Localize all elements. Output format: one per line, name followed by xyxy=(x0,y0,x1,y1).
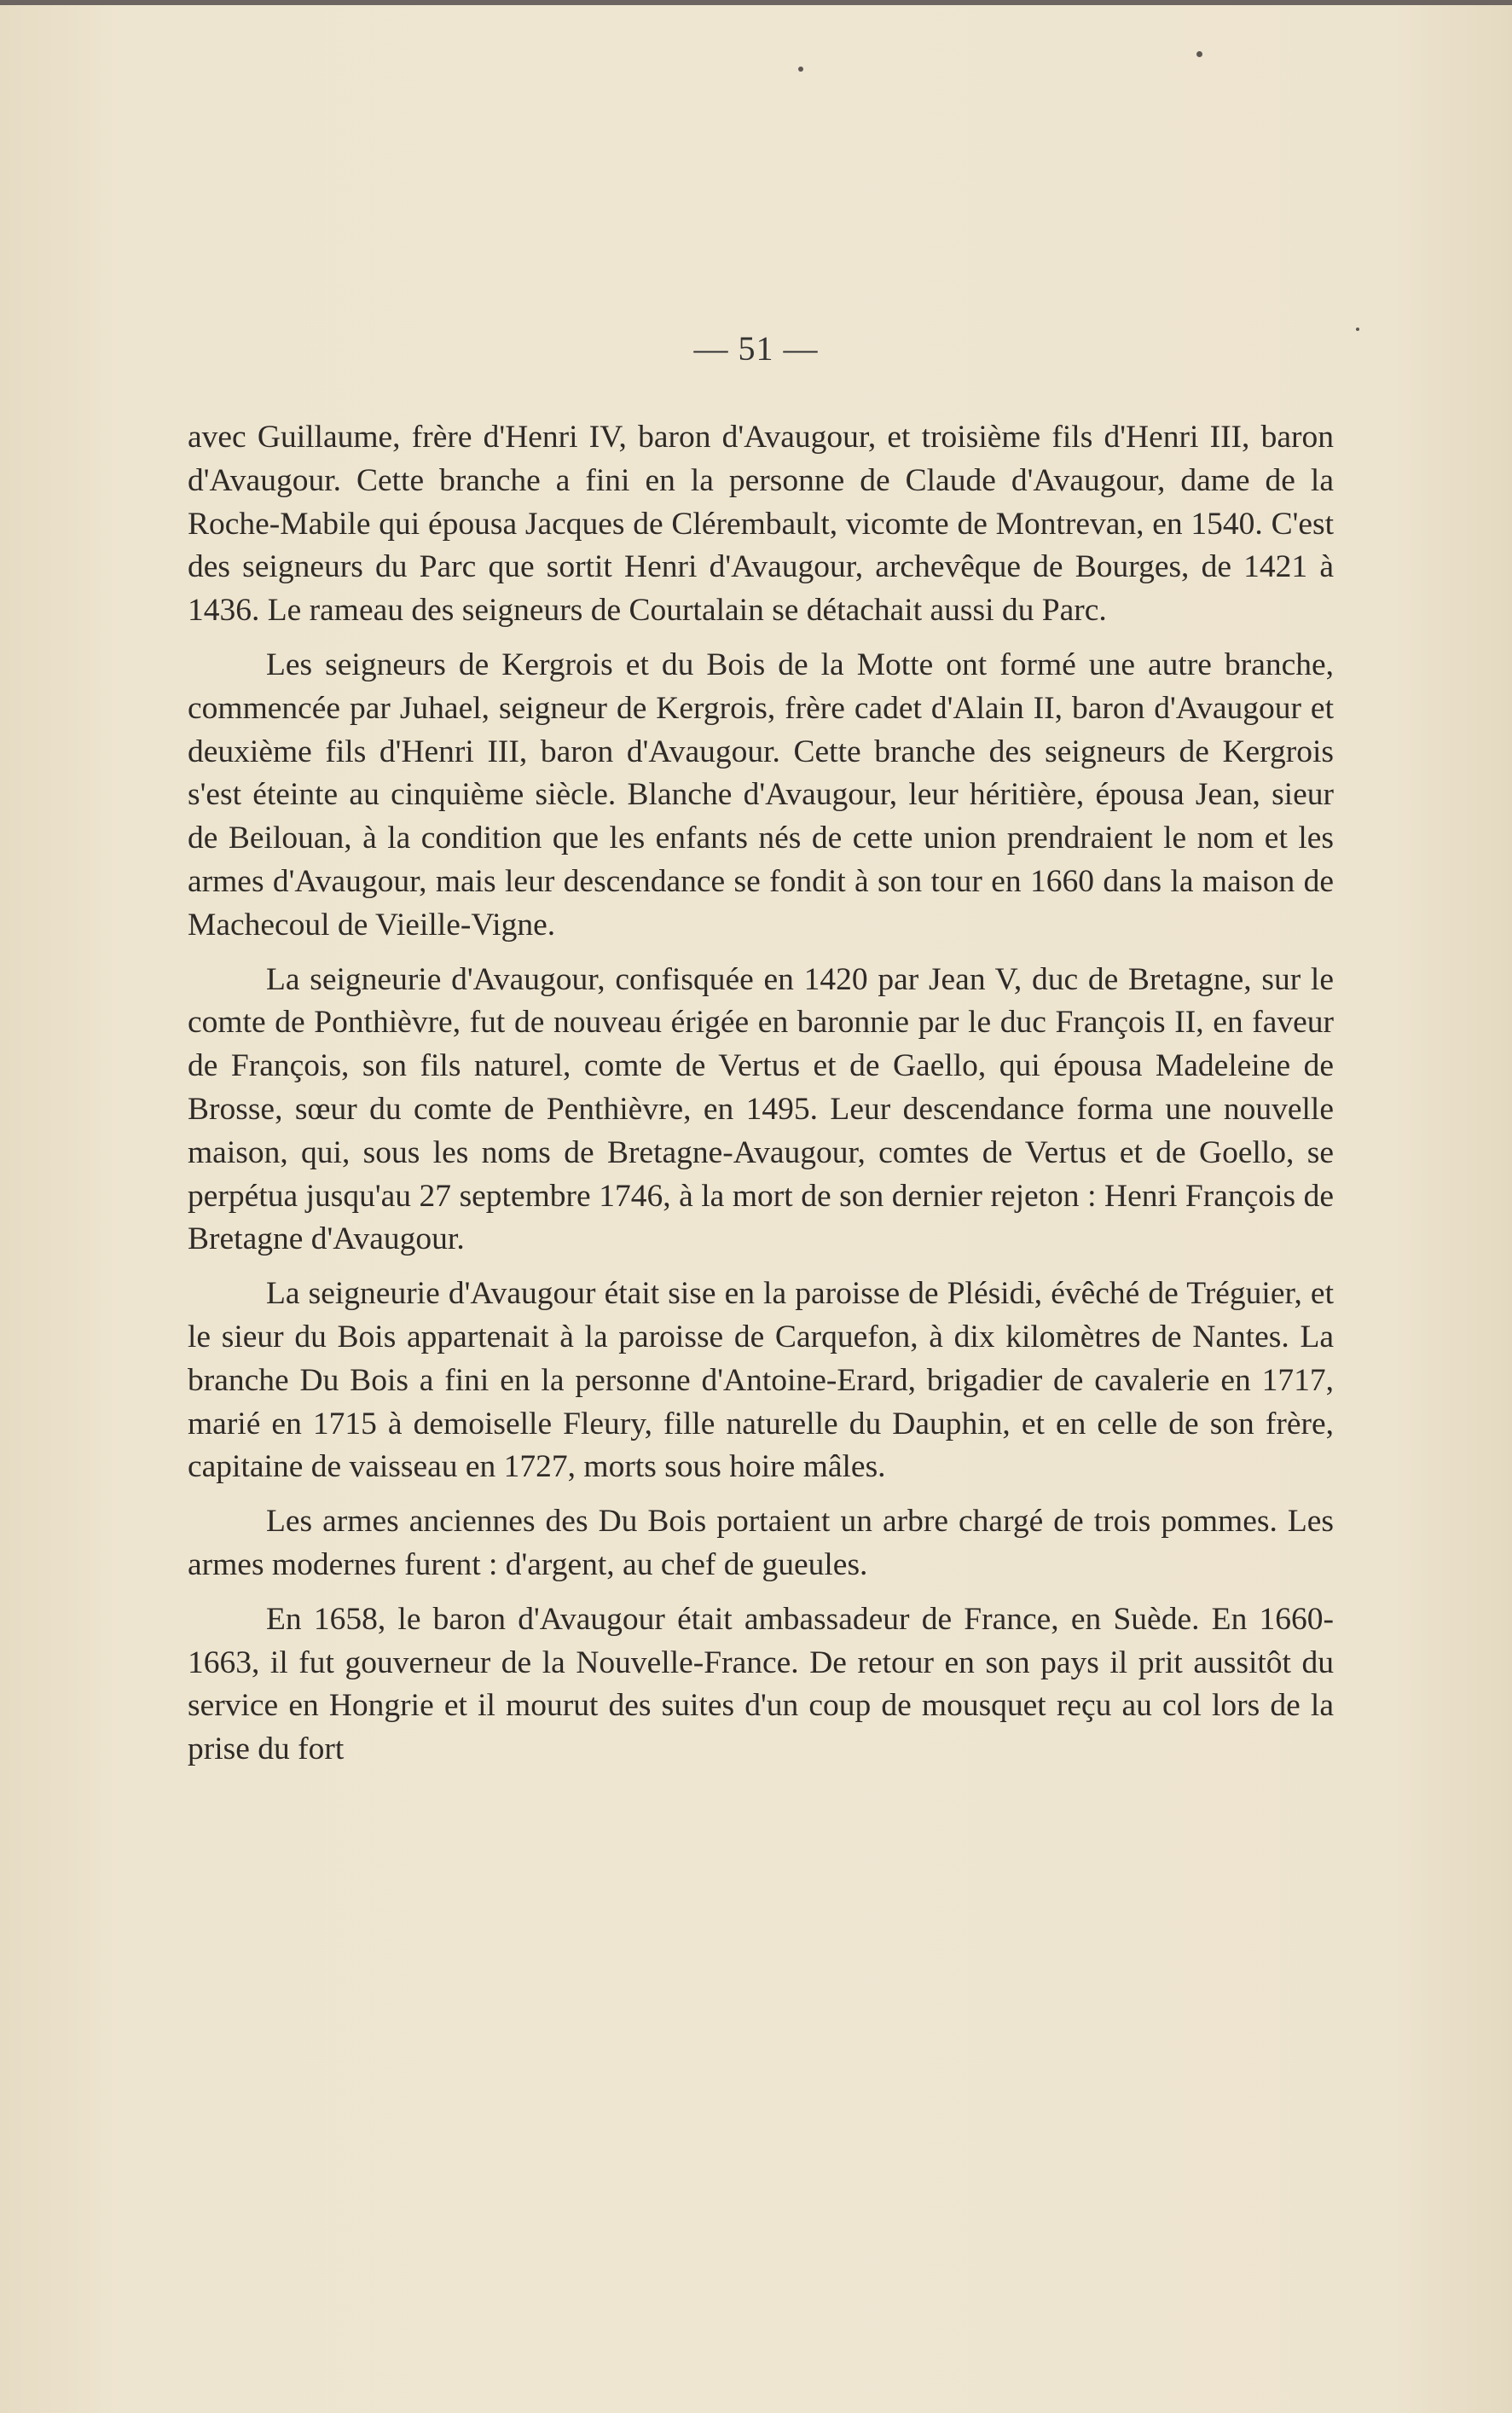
page-number: — 51 — xyxy=(693,329,819,368)
paragraph: avec Guillaume, frère d'Henri IV, baron d'Avaugour, et troisième fils d'Henri III, baron d'Avaugour. Cette branche a fini en la personne de Claude d'Avaugour, dame de la Roche-Mabile qui épousa Jacques de Clérembault, vicomte de Montrevan, en 1540. C'est des seigneurs du Parc que sortit Henri d'Avaugour, archevêque de Bourges, de 1421 à 1436. Le rameau des seigneurs de Courtalain se détachait aussi du Parc. xyxy=(188,420,1334,629)
paragraph: En 1658, le baron d'Avaugour était ambassadeur de France, en Suède. En 1660-1663, il fut gouverneur de la Nouvelle-France. De retour en son pays il prit aussitôt du service en Hongrie et il mourut des suites d'un coup de mousquet reçu au col lors de la prise du fort xyxy=(188,1601,1334,1767)
page-top-edge xyxy=(0,0,1512,5)
paragraph: Les armes anciennes des Du Bois portaient un arbre chargé de trois pommes. Les armes modernes furent : d'argent, au chef de gueules. xyxy=(188,1504,1334,1582)
body-text xyxy=(188,416,1334,1772)
ink-speck xyxy=(798,67,803,72)
paragraph: La seigneurie d'Avaugour, confisquée en 1420 par Jean V, duc de Bretagne, sur le comte de Ponthièvre, fut de nouveau érigée en baronnie par le duc François II, en faveur de François, son fils naturel, comte de Vertus et de Gaello, qui épousa Madeleine de Brosse, sœur du comte de Penthièvre, en 1495. Leur descendance forma une nouvelle maison, qui, sous les noms de Bretagne-Avaugour, comtes de Vertus et de Goello, se perpétua jusqu'au 27 septembre 1746, à la mort de son dernier rejeton : Henri François de Bretagne d'Avaugour. xyxy=(188,961,1334,1257)
ink-speck xyxy=(1196,51,1202,57)
paragraph: La seigneurie d'Avaugour était sise en la paroisse de Plésidi, évêché de Tréguier, et le sieur du Bois appartenait à la paroisse de Carquefon, à dix kilomètres de Nantes. La branche Du Bois a fini en la personne d'Antoine-Erard, brigadier de cavalerie en 1717, marié en 1715 à demoiselle Fleury, fille naturelle du Dauphin, et en celle de son frère, capitaine de vaisseau en 1727, morts sous hoire mâles. xyxy=(188,1276,1334,1485)
paragraph: Les seigneurs de Kergrois et du Bois de la Motte ont formé une autre branche, commencée par Juhael, seigneur de Kergrois, frère cadet d'Alain II, baron d'Avaugour et deuxième fils d'Henri III, baron d'Avaugour. Cette branche des seigneurs de Kergrois s'est éteinte au cinquième siècle. Blanche d'Avaugour, leur héritière, épousa Jean, sieur de Beilouan, à la condition que les enfants nés de cette union prendraient le nom et les armes d'Avaugour, mais leur descendance se fondit à son tour en 1660 dans la maison de Machecoul de Vieille-Vigne. xyxy=(188,647,1334,943)
